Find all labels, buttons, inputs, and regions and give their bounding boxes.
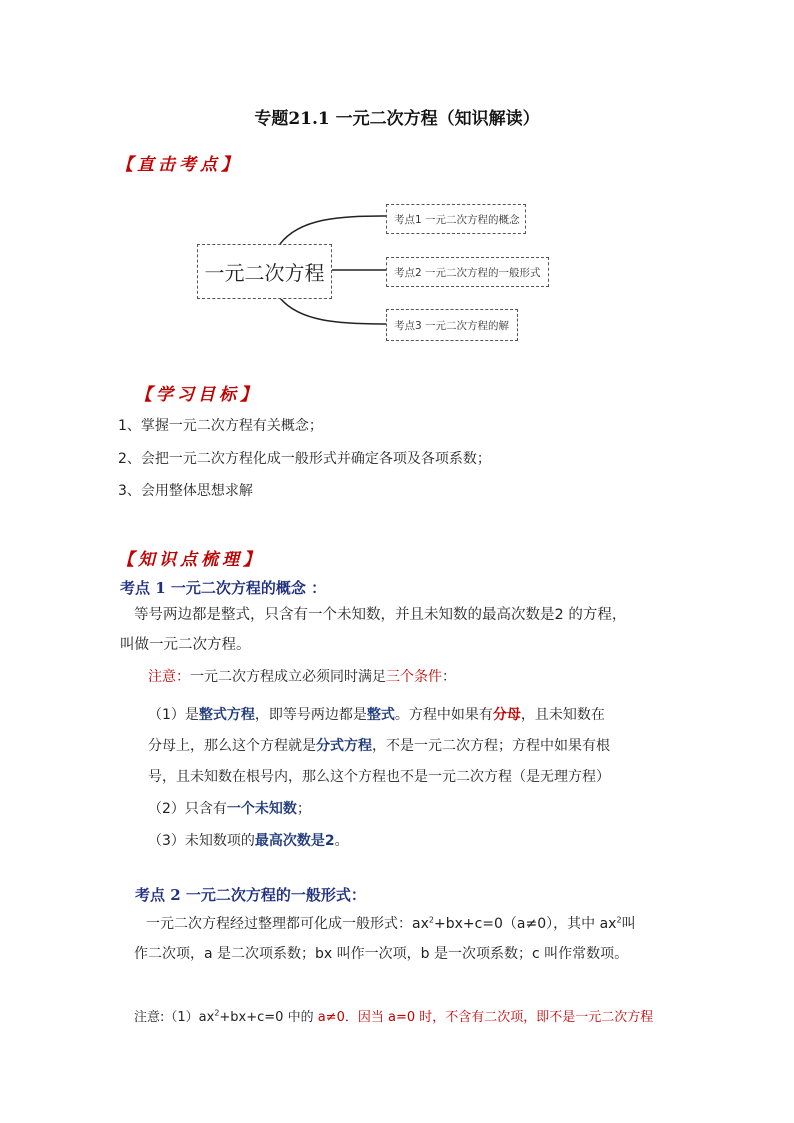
- highlight-term: 2: [324, 833, 335, 849]
- note-highlight: 三个条件: [386, 669, 442, 685]
- kp2-general-form-line1: [146, 913, 636, 933]
- highlight-term: 分式方程: [316, 738, 372, 754]
- highlight-term: 整式方程: [198, 707, 255, 723]
- note-colon: ：: [442, 669, 456, 685]
- highlight-term: 整式: [366, 707, 395, 723]
- text: 分母上，那么这个方程就是: [148, 738, 316, 754]
- text: ；: [296, 801, 311, 817]
- goal-item: 1、掌握一元二次方程有关概念；: [118, 418, 323, 434]
- superscript: 2: [428, 915, 434, 925]
- text: （1）是: [148, 707, 199, 723]
- superscript: 2: [214, 1008, 220, 1018]
- note-highlight: a≠0．因当 a=0 时，不含有二次项，即不是一元二次方程: [317, 1010, 654, 1025]
- note-text: 一元二次方程成立必须同时满足: [190, 669, 386, 685]
- mindmap-node-2: 考点2 一元二次方程的一般形式: [386, 257, 549, 287]
- text: 注意:（1）ax: [134, 1010, 215, 1025]
- goal-item: 2、会把一元二次方程化成一般形式并确定各项及各项系数；: [118, 451, 491, 467]
- text: （2）只含有: [148, 801, 227, 817]
- section-header-zhiji: 【直击考点】: [116, 155, 242, 175]
- highlight-term: 分母: [492, 707, 521, 723]
- text: 叫: [621, 916, 636, 932]
- condition-1-line1: [148, 704, 605, 724]
- section-header-xuexi: 【学习目标】: [135, 385, 261, 405]
- mindmap-node-1: 考点1 一元二次方程的概念: [386, 204, 526, 234]
- text: 。: [334, 833, 349, 849]
- highlight-term: 最高次数是: [254, 833, 325, 849]
- kp1-definition-line2: 叫做一元二次方程。: [120, 637, 251, 653]
- section-header-zhishi: 【知识点梳理】: [117, 550, 264, 570]
- text: 。方程中如果有: [394, 707, 493, 723]
- kp1-definition-line1: 等号两边都是整式，只含有一个未知数，并且未知数的最高次数是2 的方程，: [134, 607, 627, 623]
- text: （3）未知数项的: [148, 833, 255, 849]
- condition-1-line3: 号，且未知数在根号内，那么这个方程也不是一元二次方程（是无理方程）: [148, 769, 610, 785]
- condition-3: [148, 830, 349, 850]
- kp1-note: [148, 666, 456, 686]
- text: +bx+c=0（a≠0），其中 ax: [433, 916, 617, 932]
- text: ，且未知数在: [520, 707, 605, 723]
- highlight-term: 一个未知数: [226, 801, 297, 817]
- superscript: 2: [616, 915, 622, 925]
- kp2-general-form-line2: 作二次项，a 是二次项系数；bx 叫作一次项，b 是一次项系数；c 叫作常数项。: [134, 946, 629, 962]
- text: ，即等号两边都是: [254, 707, 367, 723]
- condition-2: [148, 798, 311, 818]
- text: 一元二次方程经过整理都可化成一般形式：ax: [146, 916, 429, 932]
- kp2-heading: 考点 2 一元二次方程的一般形式：: [135, 886, 366, 904]
- mindmap-node-3: 考点3 一元二次方程的解: [386, 309, 518, 341]
- mindmap-center-node: 一元二次方程: [197, 244, 332, 299]
- goal-item: 3、会用整体思想求解: [118, 483, 253, 499]
- note-label: 注意：: [148, 669, 190, 685]
- text: ，不是一元二次方程；方程中如果有根: [372, 738, 610, 754]
- condition-1-line2: [148, 735, 610, 755]
- kp2-note: [134, 1006, 653, 1025]
- text: +bx+c=0 中的: [219, 1010, 318, 1025]
- kp1-heading: 考点 1 一元二次方程的概念 ：: [120, 579, 327, 597]
- page-title: 专题21.1 一元二次方程（知识解读）: [254, 109, 540, 129]
